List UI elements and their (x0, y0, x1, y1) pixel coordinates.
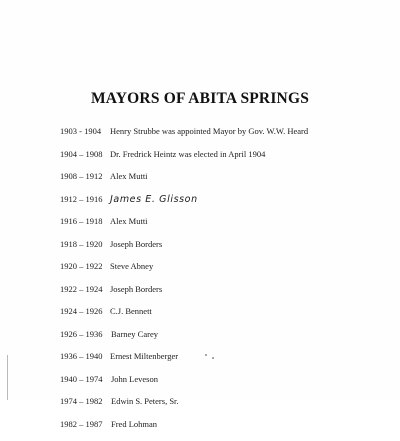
term-years: 1908 – 1912 (60, 171, 110, 181)
mayor-entry: Dr. Fredrick Heintz was elected in April 1904 (110, 149, 265, 159)
mayor-entry-handwritten: James E. Glisson (110, 194, 198, 205)
document-title: MAYORS OF ABITA SPRINGS (0, 90, 400, 108)
list-item (60, 126, 390, 149)
list-item (60, 216, 390, 239)
term-years: 1903 - 1904 (60, 126, 110, 136)
scan-speck (212, 357, 214, 359)
mayor-entry: John Leveson (111, 374, 158, 384)
mayor-entry: C.J. Bennett (110, 306, 152, 316)
term-years: 1904 – 1908 (60, 149, 110, 159)
term-years: 1974 – 1982 (60, 396, 111, 406)
list-item (60, 329, 390, 352)
term-years: 1936 – 1940 (60, 351, 110, 361)
term-years: 1926 – 1936 (60, 329, 111, 339)
list-item (60, 261, 390, 284)
term-years: 1924 – 1926 (60, 306, 110, 316)
mayor-entry: Joseph Borders (110, 284, 162, 294)
term-years: 1916 – 1918 (60, 216, 110, 226)
mayor-entry: Alex Mutti (110, 216, 148, 226)
list-item (60, 374, 390, 397)
mayor-entry: Barney Carey (111, 329, 158, 339)
list-item (60, 419, 390, 441)
mayor-entry: Steve Abney (110, 261, 153, 271)
list-item (60, 396, 390, 419)
list-item (60, 239, 390, 262)
term-years: 1918 – 1920 (60, 239, 110, 249)
list-item (60, 149, 390, 172)
list-item (60, 351, 390, 374)
scan-edge-mark (7, 355, 8, 400)
term-years: 1912 – 1916 (60, 194, 110, 204)
mayor-entry: Alex Mutti (110, 171, 148, 181)
mayor-list (60, 126, 390, 441)
scan-speck (205, 354, 207, 356)
list-item (60, 171, 390, 194)
mayor-entry: Fred Lohman (111, 419, 157, 429)
term-years: 1940 – 1974 (60, 374, 111, 384)
mayor-entry: Edwin S. Peters, Sr. (111, 396, 179, 406)
term-years: 1920 – 1922 (60, 261, 110, 271)
term-years: 1922 – 1924 (60, 284, 110, 294)
list-item (60, 194, 390, 217)
term-years: 1982 – 1987 (60, 419, 111, 429)
mayor-entry: Joseph Borders (110, 239, 162, 249)
mayor-entry: Henry Strubbe was appointed Mayor by Gov. W.W. Heard (110, 126, 308, 136)
list-item (60, 306, 390, 329)
mayor-entry: Ernest Miltenberger (110, 351, 178, 361)
list-item (60, 284, 390, 307)
